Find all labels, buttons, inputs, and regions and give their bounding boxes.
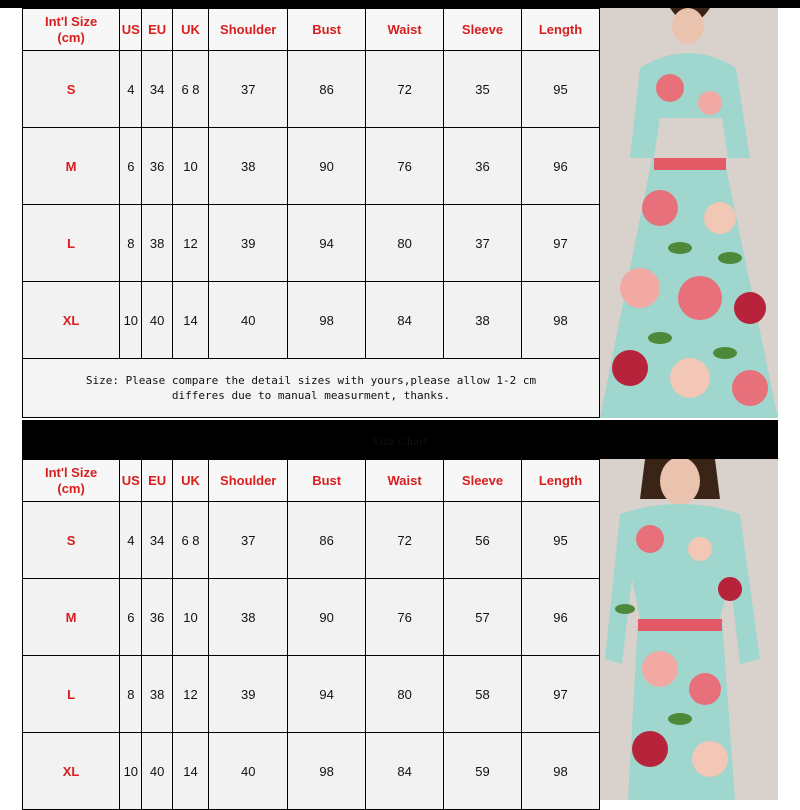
- measurement-cell: 4: [120, 51, 142, 128]
- top-black-bar: [0, 0, 800, 8]
- table-row: [23, 502, 600, 579]
- column-header-waist: Waist: [366, 460, 444, 502]
- measurement-cell: 39: [209, 656, 288, 733]
- column-header-intl-size: Int'l Size (cm): [23, 460, 120, 502]
- measurement-cell: 6: [120, 128, 142, 205]
- column-header-us: US: [120, 9, 142, 51]
- column-header-length: Length: [522, 460, 600, 502]
- column-header-shoulder: Shoulder: [209, 9, 288, 51]
- column-header-us: US: [120, 460, 142, 502]
- size-label-cell: L: [23, 656, 120, 733]
- size-label-cell: M: [23, 128, 120, 205]
- column-header-uk: UK: [172, 9, 208, 51]
- measurement-cell: 97: [522, 205, 600, 282]
- measurement-cell: 90: [288, 128, 366, 205]
- measurement-cell: 40: [209, 733, 288, 810]
- table-header-row: [23, 9, 600, 51]
- measurement-cell: 14: [172, 282, 208, 359]
- column-header-length: Length: [522, 9, 600, 51]
- measurement-cell: 38: [444, 282, 522, 359]
- measurement-cell: 10: [120, 282, 142, 359]
- measurement-cell: 36: [142, 579, 172, 656]
- table-row: [23, 656, 600, 733]
- measurement-cell: 6 8: [172, 502, 208, 579]
- measurement-cell: 14: [172, 733, 208, 810]
- measurement-cell: 12: [172, 656, 208, 733]
- measurement-cell: 86: [288, 51, 366, 128]
- measurement-cell: 90: [288, 579, 366, 656]
- measurement-cell: 10: [120, 733, 142, 810]
- measurement-cell: 40: [209, 282, 288, 359]
- measurement-cell: 4: [120, 502, 142, 579]
- column-header-eu: EU: [142, 9, 172, 51]
- measurement-cell: 36: [444, 128, 522, 205]
- column-header-uk: UK: [172, 460, 208, 502]
- size-note: [22, 358, 600, 418]
- measurement-cell: 38: [209, 128, 288, 205]
- measurement-cell: 40: [142, 733, 172, 810]
- measurement-cell: 10: [172, 579, 208, 656]
- measurement-cell: 96: [522, 579, 600, 656]
- measurement-cell: 95: [522, 51, 600, 128]
- measurement-cell: 37: [209, 502, 288, 579]
- dress-photo-long-sleeve: [600, 459, 778, 800]
- measurement-cell: 97: [522, 656, 600, 733]
- measurement-cell: 76: [366, 579, 444, 656]
- size-table-half-sleeve: [22, 8, 600, 359]
- measurement-cell: 95: [522, 502, 600, 579]
- column-header-eu: EU: [142, 460, 172, 502]
- section-title: Size Chart: [372, 434, 428, 448]
- model-dress-illustration: [600, 459, 778, 800]
- measurement-cell: 96: [522, 128, 600, 205]
- size-label-cell: L: [23, 205, 120, 282]
- measurement-cell: 10: [172, 128, 208, 205]
- dress-photo-half-sleeve: [600, 8, 778, 418]
- measurement-cell: 39: [209, 205, 288, 282]
- measurement-cell: 6 8: [172, 51, 208, 128]
- measurement-cell: 37: [444, 205, 522, 282]
- measurement-cell: 57: [444, 579, 522, 656]
- table-row: [23, 128, 600, 205]
- column-header-bust: Bust: [288, 9, 366, 51]
- size-note-line-2: differes due to manual measurment, thanks.: [171, 389, 451, 402]
- measurement-cell: 80: [366, 205, 444, 282]
- measurement-cell: 35: [444, 51, 522, 128]
- measurement-cell: 12: [172, 205, 208, 282]
- measurement-cell: 98: [522, 733, 600, 810]
- measurement-cell: 84: [366, 282, 444, 359]
- measurement-cell: 86: [288, 502, 366, 579]
- measurement-cell: 37: [209, 51, 288, 128]
- measurement-cell: 72: [366, 51, 444, 128]
- measurement-cell: 40: [142, 282, 172, 359]
- measurement-cell: 76: [366, 128, 444, 205]
- size-table-long-sleeve: [22, 459, 600, 810]
- size-label-cell: XL: [23, 282, 120, 359]
- column-header-bust: Bust: [288, 460, 366, 502]
- measurement-cell: 98: [522, 282, 600, 359]
- measurement-cell: 98: [288, 733, 366, 810]
- measurement-cell: 72: [366, 502, 444, 579]
- table-row: [23, 282, 600, 359]
- measurement-cell: 38: [142, 656, 172, 733]
- table-header-row: [23, 460, 600, 502]
- table-row: [23, 205, 600, 282]
- size-label-cell: M: [23, 579, 120, 656]
- table-row: [23, 579, 600, 656]
- size-label-cell: S: [23, 502, 120, 579]
- measurement-cell: 8: [120, 656, 142, 733]
- measurement-cell: 80: [366, 656, 444, 733]
- measurement-cell: 56: [444, 502, 522, 579]
- column-header-sleeve: Sleeve: [444, 460, 522, 502]
- column-header-sleeve: Sleeve: [444, 9, 522, 51]
- measurement-cell: 34: [142, 51, 172, 128]
- size-label-cell: XL: [23, 733, 120, 810]
- column-header-shoulder: Shoulder: [209, 460, 288, 502]
- measurement-cell: 94: [288, 656, 366, 733]
- measurement-cell: 38: [142, 205, 172, 282]
- column-header-waist: Waist: [366, 9, 444, 51]
- table-row: [23, 51, 600, 128]
- size-note-line-1: Size: Please compare the detail sizes with yours,please allow 1-2 cm: [85, 374, 537, 387]
- model-dress-illustration: [600, 8, 778, 418]
- measurement-cell: 94: [288, 205, 366, 282]
- measurement-cell: 34: [142, 502, 172, 579]
- measurement-cell: 58: [444, 656, 522, 733]
- measurement-cell: 36: [142, 128, 172, 205]
- size-label-cell: S: [23, 51, 120, 128]
- measurement-cell: 6: [120, 579, 142, 656]
- measurement-cell: 38: [209, 579, 288, 656]
- table-row: [23, 733, 600, 810]
- measurement-cell: 84: [366, 733, 444, 810]
- column-header-intl-size: Int'l Size (cm): [23, 9, 120, 51]
- measurement-cell: 98: [288, 282, 366, 359]
- measurement-cell: 8: [120, 205, 142, 282]
- measurement-cell: 59: [444, 733, 522, 810]
